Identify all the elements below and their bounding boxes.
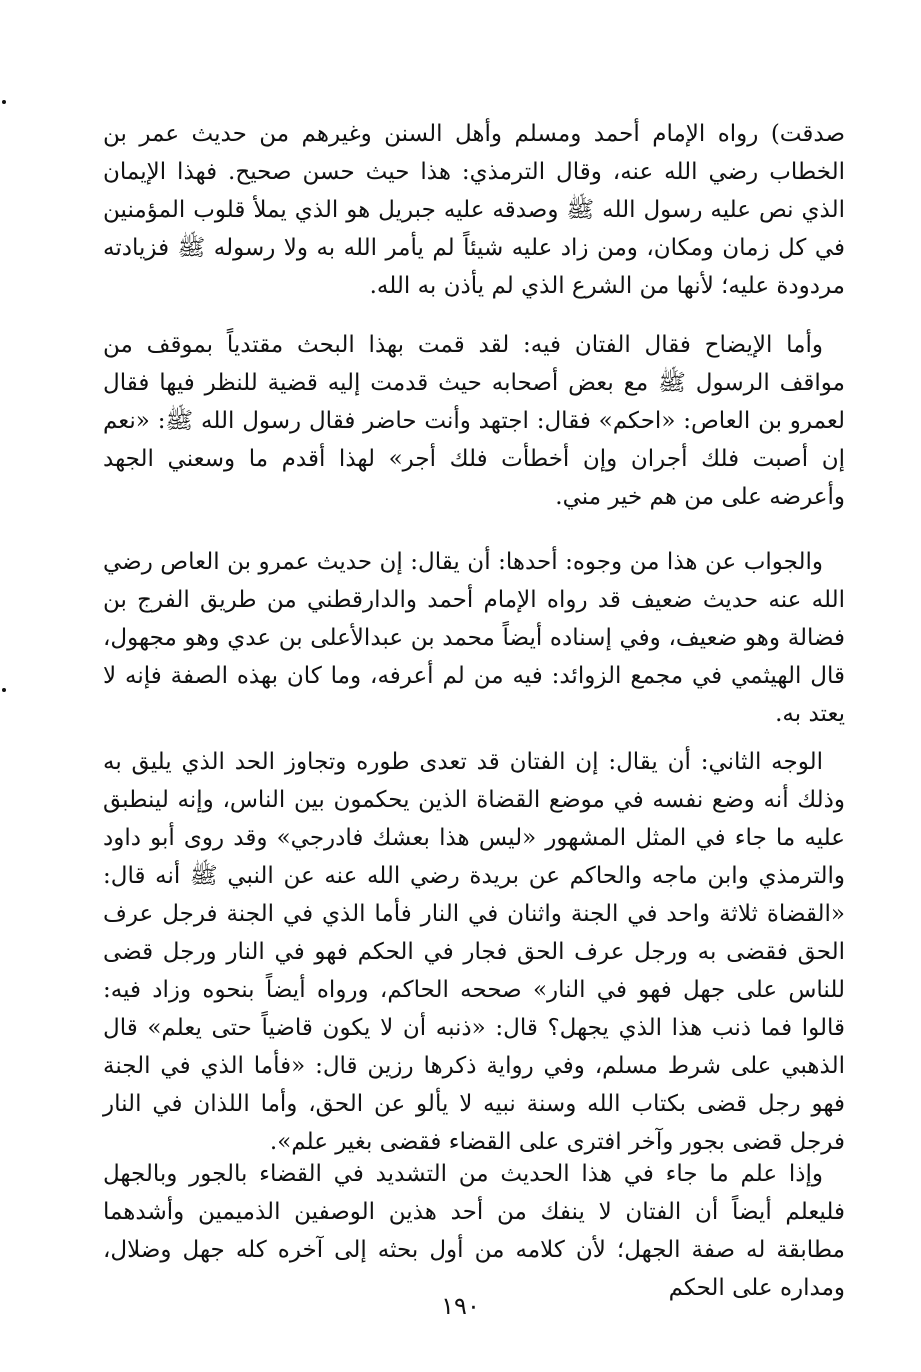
paragraph-4: الوجه الثاني: أن يقال: إن الفتان قد تعدى طوره وتجاوز الحد الذي يليق به وذلك أنه وضع نفسه في موضع القضاة الذين يحكمون بين الناس، وإنه لينطبق عليه ما جاء في المثل المشهور «ليس هذا بعشك فادرجي» وقد روى أبو داود والترمذي وابن ماجه والحاكم عن بريدة رضي الله عنه عن النبي ﷺ أنه قال: «القضاة ثلاثة واحد في الجنة واثنان في النار فأما الذي في الجنة فرجل عرف الحق فقضى به ورجل عرف الحق فجار في الحكم فهو في النار ورجل قضى للناس على جهل فهو في النار» صححه الحاكم، ورواه أيضاً بنحوه وزاد فيه: قالوا فما ذنب هذا الذي يجهل؟ قال: «ذنبه أن لا يكون قاضياً حتى يعلم» قال الذهبي على شرط مسلم، وفي رواية ذكرها رزين قال: «فأما الذي في الجنة فهو رجل قضى بكتاب الله وسنة نبيه لا يألو عن الحق، وأما اللذان في النار فرجل قضى بجور وآخر افترى على القضاء فقضى بغير علم».: [103, 749, 845, 1155]
paragraph-1-block: [103, 115, 845, 305]
paragraph-5-block: [103, 1155, 845, 1307]
paragraph-5: وإذا علم ما جاء في هذا الحديث من التشديد في القضاء بالجور وبالجهل فليعلم أيضاً أن الفتان لا ينفك من أحد هذين الوصفين الذميمين وأشدهما مطابقة له صفة الجهل؛ لأن كلامه من أول بحثه إلى آخره كله جهل وضلال، ومداره على الحكم: [103, 1161, 845, 1301]
paragraph-2-block: [103, 326, 845, 516]
page-number: ١٩٠: [441, 1292, 480, 1320]
paragraph-1: صدقت) رواه الإمام أحمد ومسلم وأهل السنن وغيرهم من حديث عمر بن الخطاب رضي الله عنه، وقال الترمذي: هذا حيث حسن صحيح. فهذا الإيمان الذي نص عليه رسول الله ﷺ وصدقه عليه جبريل هو الذي يملأ قلوب المؤمنين في كل زمان ومكان، ومن زاد عليه شيئاً لم يأمر الله به ولا رسوله ﷺ فزيادته مردودة عليه؛ لأنها من الشرع الذي لم يأذن به الله.: [103, 121, 845, 299]
paragraph-2: وأما الإيضاح فقال الفتان فيه: لقد قمت بهذا البحث مقتدياً بموقف من مواقف الرسول ﷺ مع بعض أصحابه حيث قدمت إليه قضية للنظر فيها فقال لعمرو بن العاص: «احكم» فقال: اجتهد وأنت حاضر فقال رسول الله ﷺ: «نعم إن أصبت فلك أجران وإن أخطأت فلك أجر» لهذا أقدم ما وسعني الجهد وأعرضه على من هم خير مني.: [103, 332, 845, 510]
scan-edge-mark: [2, 100, 6, 104]
paragraph-3-block: [103, 543, 845, 733]
paragraph-4-block: [103, 743, 845, 1161]
paragraph-3: والجواب عن هذا من وجوه: أحدها: أن يقال: إن حديث عمرو بن العاص رضي الله عنه حديث ضعيف قد رواه الإمام أحمد والدارقطني من طريق الفرج بن فضالة وهو ضعيف، وفي إسناده أيضاً محمد بن عبدالأعلى بن عدي وهو مجهول، قال الهيثمي في مجمع الزوائد: فيه من لم أعرفه، وما كان بهذه الصفة فإنه لا يعتد به.: [103, 549, 845, 727]
scan-edge-mark: [2, 688, 6, 692]
